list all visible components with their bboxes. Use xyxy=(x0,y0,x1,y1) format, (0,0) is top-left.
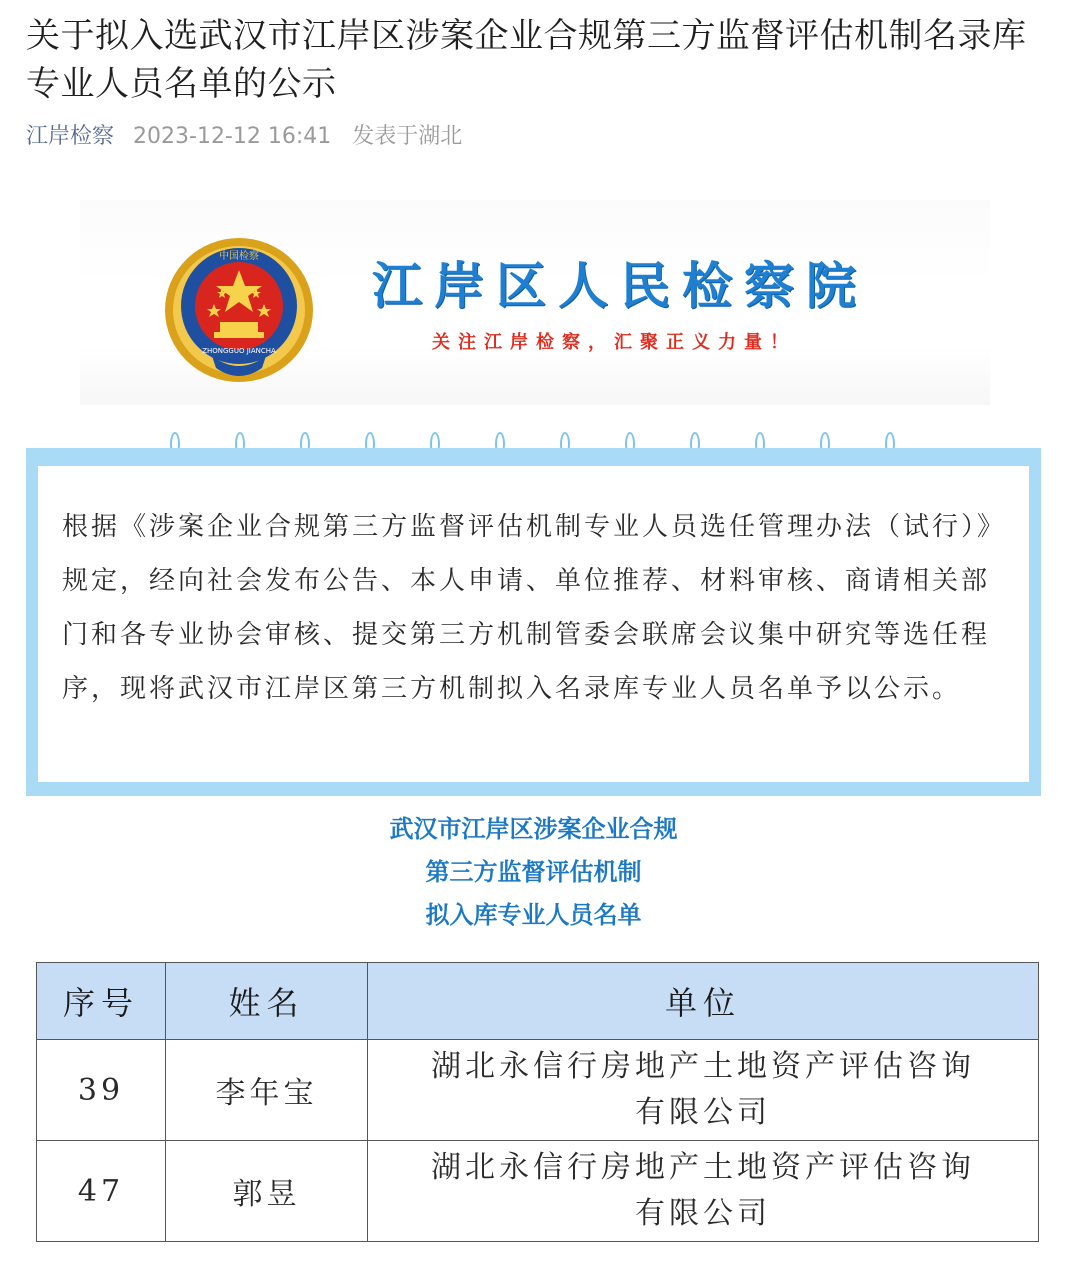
header-name: 姓名 xyxy=(166,963,368,1040)
list-heading xyxy=(0,808,1067,937)
publish-date: 2023-12-12 16:41 xyxy=(133,124,332,149)
emblem-ring-text: ZHONGGUO JIANCHA xyxy=(202,347,276,355)
procuratorate-banner xyxy=(80,200,990,405)
cell-name: 李年宝 xyxy=(166,1040,368,1141)
intro-paragraph: 根据《涉案企业合规第三方监督评估机制专业人员选任管理办法（试行）》规定，经向社会发布公告、本人申请、单位推荐、材料审核、商请相关部门和各专业协会审核、提交第三方机制管委会联席会议集中研究等选任程序，现将武汉市江岸区第三方机制拟入名录库专业人员名单予以公示。 xyxy=(62,512,1007,704)
table-row xyxy=(37,1141,1039,1242)
list-heading-line: 拟入库专业人员名单 xyxy=(425,901,642,929)
cell-no: 39 xyxy=(37,1040,166,1141)
article-title: 关于拟入选武汉市江岸区涉案企业合规第三方监督评估机制名录库专业人员名单的公示 xyxy=(26,16,1027,104)
banner-title: 江岸区人民检察院 xyxy=(372,256,868,315)
list-heading-line: 武汉市江岸区涉案企业合规 xyxy=(389,815,678,843)
table-header-row xyxy=(37,963,1039,1040)
unit-line: 有限公司 xyxy=(635,1095,771,1130)
emblem-top-text: 中国检察 xyxy=(219,251,259,262)
cell-name: 郭昱 xyxy=(166,1141,368,1242)
list-heading-line: 第三方监督评估机制 xyxy=(425,858,642,886)
personnel-table xyxy=(36,962,1039,1242)
cell-unit xyxy=(368,1040,1039,1141)
cell-no: 47 xyxy=(37,1141,166,1242)
procuratorate-emblem-icon xyxy=(162,226,316,386)
unit-line: 湖北永信行房地产土地资产评估咨询 xyxy=(431,1049,975,1084)
header-unit: 单位 xyxy=(368,963,1039,1040)
account-link[interactable]: 江岸检察 xyxy=(26,124,115,149)
header-no: 序号 xyxy=(37,963,166,1040)
banner-slogan: 关注江岸检察，汇聚正义力量！ xyxy=(432,332,796,353)
unit-line: 湖北永信行房地产土地资产评估咨询 xyxy=(431,1150,975,1185)
table-row xyxy=(37,1040,1039,1141)
intro-box xyxy=(26,448,1041,796)
unit-line: 有限公司 xyxy=(635,1196,771,1231)
article-meta xyxy=(26,120,462,154)
publish-location: 发表于湖北 xyxy=(352,124,463,149)
cell-unit xyxy=(368,1141,1039,1242)
